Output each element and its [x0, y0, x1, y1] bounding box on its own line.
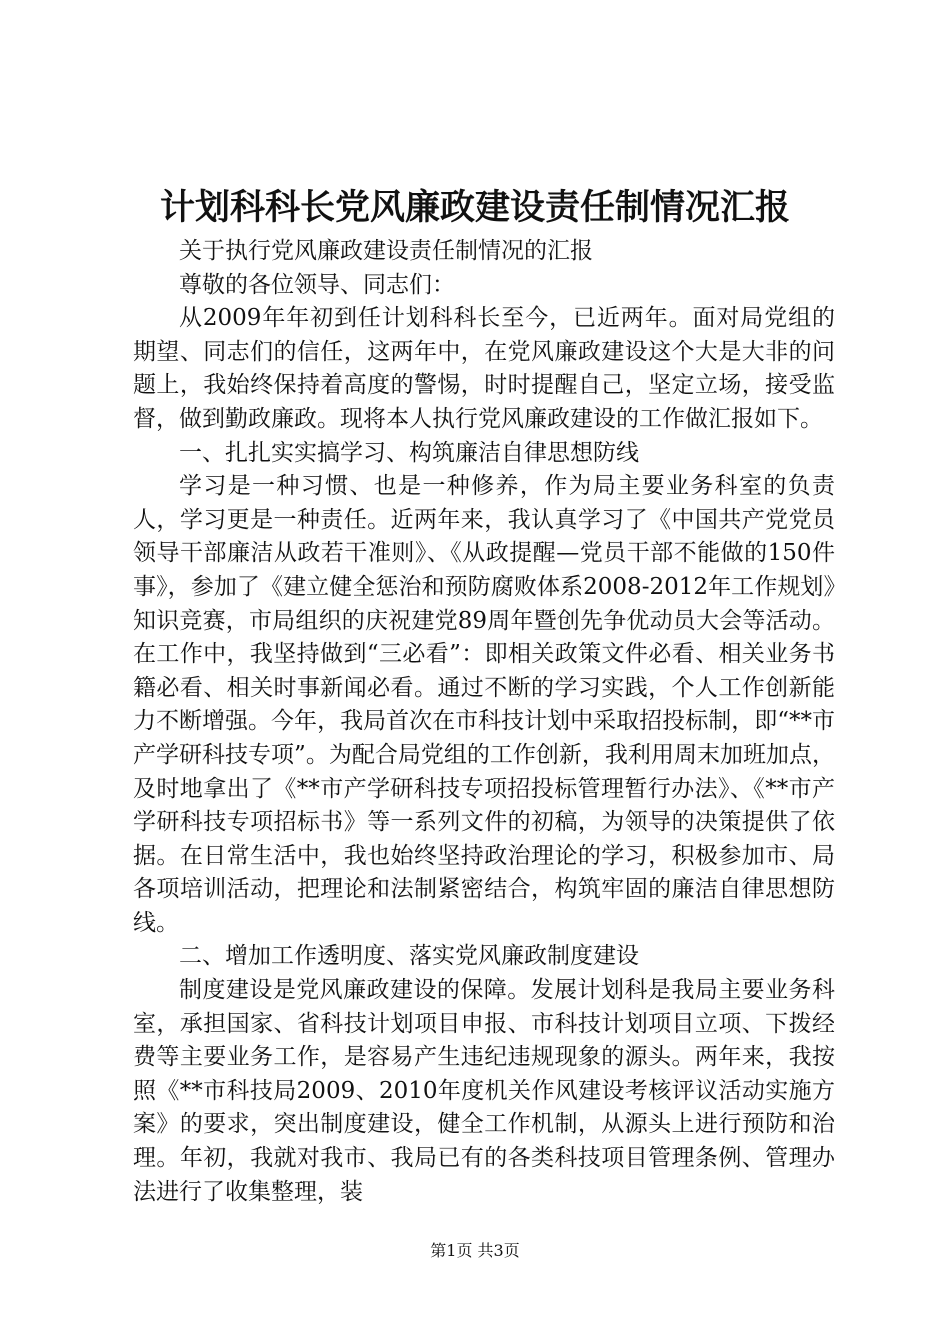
- paragraph-section-1: 学习是一种习惯、也是一种修养，作为局主要业务科室的负责人，学习更是一种责任。近两年来，我认真学习了《中国共产党党员领导干部廉洁从政若干准则》、《从政提醒—党员干部不能做的150件事》，参加了《建立健全惩治和预防腐败体系2008-2012年工作规划》知识竞赛，市局组织的庆祝建党89周年暨创先争优动员大会等活动。在工作中，我坚持做到“三必看”：即相关政策文件必看、相关业务书籍必看、相关时事新闻必看。通过不断的学习实践，个人工作创新能力不断增强。今年，我局首次在市科技计划中采取招投标制，即“**市产学研科技专项”。为配合局党组的工作创新，我利用周末加班加点，及时地拿出了《**市产学研科技专项招投标管理暂行办法》、《**市产学研科技专项招标书》等一系列文件的初稿，为领导的决策提供了依据。在日常生活中，我也始终坚持政治理论的学习，积极参加市、局各项培训活动，把理论和法制紧密结合，构筑牢固的廉洁自律思想防线。: [133, 473, 835, 936]
- paragraph-salutation: 尊敬的各位领导、同志们：: [179, 271, 455, 298]
- page-footer: 第1页 共3页: [430, 1241, 520, 1260]
- section-heading-2: 二、增加工作透明度、落实党风廉政制度建设: [179, 943, 639, 970]
- paragraph-subtitle: 关于执行党风廉政建设责任制情况的汇报: [179, 238, 593, 264]
- section-heading-1: 一、扎扎实实搞学习、构筑廉洁自律思想防线: [179, 439, 639, 466]
- document-body: [133, 235, 835, 1209]
- paragraph-intro: 从2009年年初到任计划科科长至今，已近两年。面对局党组的期望、同志们的信任，这两年中，在党风廉政建设这个大是大非的问题上，我始终保持着高度的警惕，时时提醒自己，坚定立场，接受监督，做到勤政廉政。现将本人执行党风廉政建设的工作做汇报如下。: [133, 305, 835, 432]
- paragraph-section-2: 制度建设是党风廉政建设的保障。发展计划科是我局主要业务科室，承担国家、省科技计划项目申报、市科技计划项目立项、下拨经费等主要业务工作，是容易产生违纪违规现象的源头。两年来，我按照《**市科技局2009、2010年度机关作风建设考核评议活动实施方案》的要求，突出制度建设，健全工作机制，从源头上进行预防和治理。年初，我就对我市、我局已有的各类科技项目管理条例、管理办法进行了收集整理，装: [133, 977, 835, 1205]
- document-title: 计划科科长党风廉政建设责任制情况汇报: [159, 187, 790, 228]
